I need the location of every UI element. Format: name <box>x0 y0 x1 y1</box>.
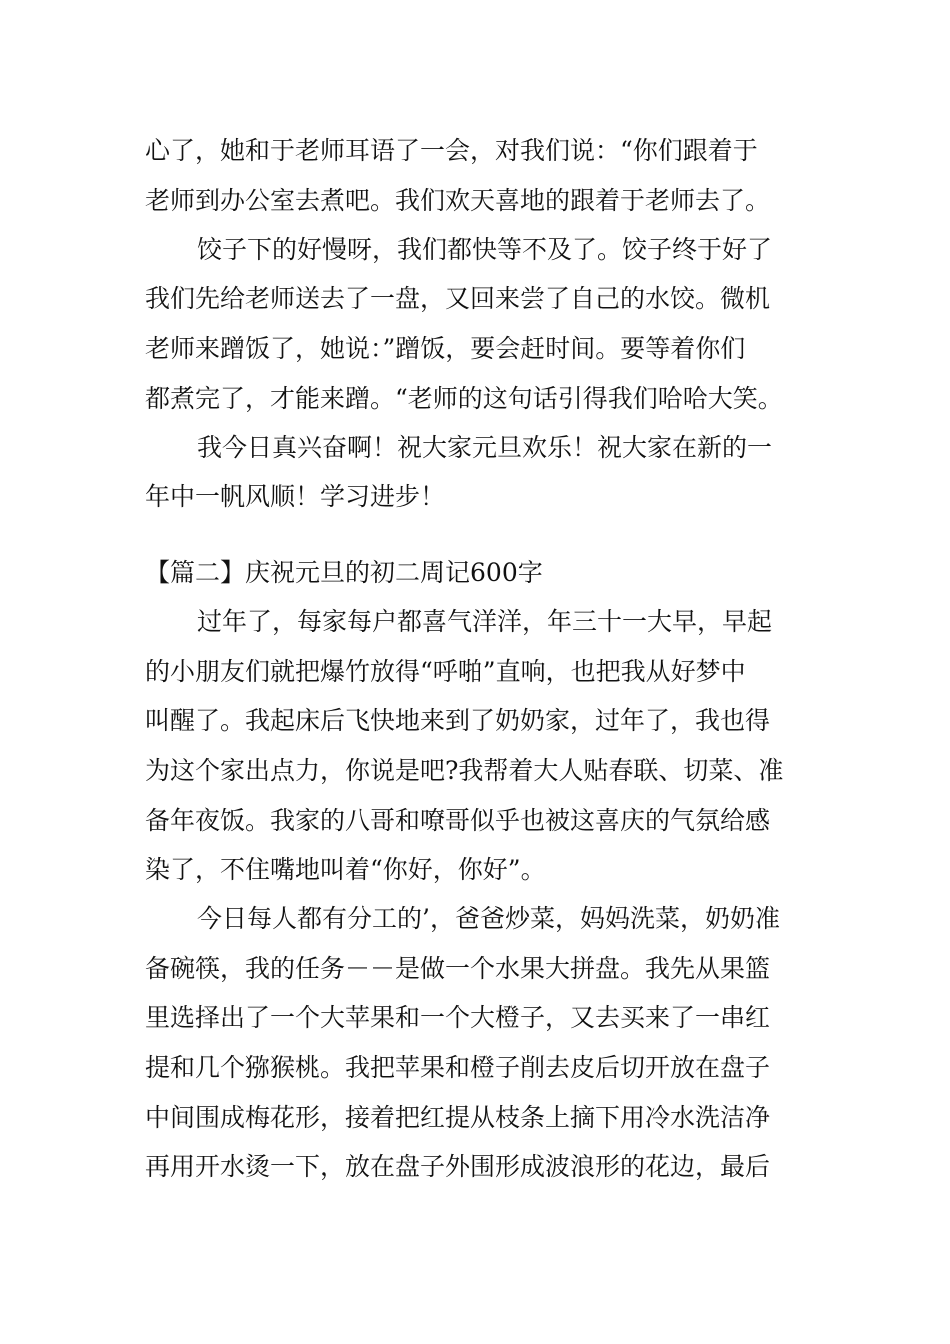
text-line: 中间围成梅花形，接着把红提从枝条上摘下用冷水洗洁净 <box>145 1103 771 1132</box>
paragraph-first-line: 过年了，每家每户都喜气洋洋，年三十一大早，早起 <box>197 607 773 636</box>
text-line: 提和几个猕猴桃。我把苹果和橙子削去皮后切开放在盘子 <box>145 1053 771 1082</box>
text-line: 再用开水烫一下，放在盘子外围形成波浪形的花边，最后 <box>145 1152 771 1181</box>
text-line: 的小朋友们就把爆竹放得“呼啪”直响，也把我从好梦中 <box>145 657 746 686</box>
text-line: 都煮完了，才能来蹭。“老师的这句话引得我们哈哈大笑。 <box>145 384 783 413</box>
text-line: 染了，不住嘴地叫着“你好，你好”。 <box>145 855 546 884</box>
paragraph-first-line: 饺子下的好慢呀，我们都快等不及了。饺子终于好了 <box>197 235 773 264</box>
text-line: 里选择出了一个大苹果和一个大橙子，又去买来了一串红 <box>145 1003 771 1032</box>
text-line: 年中一帆风顺！学习进步！ <box>145 482 446 511</box>
section-heading: 【篇二】庆祝元旦的初二周记600字 <box>145 558 543 587</box>
text-line: 为这个家出点力，你说是吧?我帮着大人贴春联、切菜、准 <box>145 756 784 785</box>
text-line: 老师到办公室去煮吧。我们欢天喜地的跟着于老师去了。 <box>145 186 771 215</box>
paragraph-first-line: 今日每人都有分工的’，爸爸炒菜，妈妈洗菜，奶奶准 <box>197 904 780 933</box>
text-line: 备年夜饭。我家的八哥和嘹哥似乎也被这喜庆的气氛给感 <box>145 806 771 835</box>
paragraph-first-line: 我今日真兴奋啊！祝大家元旦欢乐！祝大家在新的一 <box>197 433 773 462</box>
text-line: 老师来蹭饭了，她说：”蹭饭，要会赶时间。要等着你们 <box>145 334 746 363</box>
text-line: 叫醒了。我起床后飞快地来到了奶奶家，过年了，我也得 <box>145 706 771 735</box>
text-line: 心了，她和于老师耳语了一会，对我们说：“你们跟着于 <box>145 136 758 165</box>
text-line: 备碗筷，我的任务－－是做一个水果大拼盘。我先从果篮 <box>145 954 771 983</box>
text-line: 我们先给老师送去了一盘，又回来尝了自己的水饺。微机 <box>145 284 771 313</box>
